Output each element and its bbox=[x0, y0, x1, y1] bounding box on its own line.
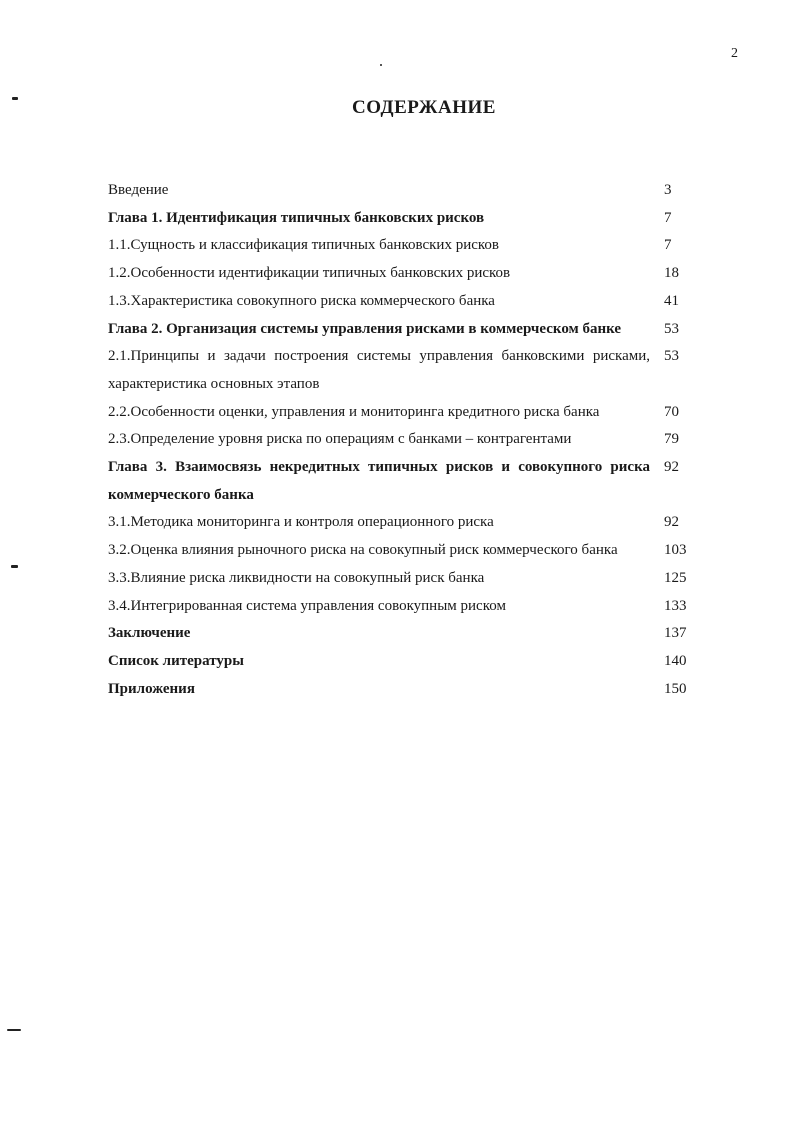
toc-entry-page: 103 bbox=[664, 542, 687, 559]
toc-entry-title: 3.2.Оценка влияния рыночного риска на совокупный риск коммерческого банка bbox=[108, 542, 618, 559]
toc-entry bbox=[108, 648, 688, 676]
toc-entry bbox=[108, 288, 688, 316]
toc-entry bbox=[108, 593, 688, 621]
toc-entry bbox=[108, 343, 688, 398]
toc-entry-title: Глава 2. Организация системы управления рисками в коммерческом банке bbox=[108, 320, 622, 337]
toc-entry-page: 41 bbox=[664, 292, 679, 309]
toc-entry-page: 92 bbox=[664, 514, 679, 531]
toc-entry-title: 2.1.Принципы и задачи построения системы управления банковскими рисками, характеристика основных этапов bbox=[108, 348, 650, 392]
toc-entry-page: 18 bbox=[664, 265, 679, 282]
scan-mark bbox=[7, 1029, 21, 1031]
toc-entry-title: Глава 1. Идентификация типичных банковских рисков bbox=[108, 209, 485, 226]
toc-entry-page: 70 bbox=[664, 403, 679, 420]
toc-entry bbox=[108, 509, 688, 537]
toc-entry bbox=[108, 260, 688, 288]
toc-entry-page: 53 bbox=[664, 348, 679, 365]
toc-entry-page: 7 bbox=[664, 209, 672, 226]
toc-entry-title: Введение bbox=[108, 182, 169, 198]
toc-entry bbox=[108, 399, 688, 427]
toc-entry-page: 137 bbox=[664, 625, 687, 642]
toc-entry bbox=[108, 676, 688, 704]
scan-mark bbox=[11, 565, 18, 568]
toc-entry-title: Глава 3. Взаимосвязь некредитных типичных рисков и совокупного риска коммерческого банка bbox=[108, 459, 650, 503]
toc-entry-page: 140 bbox=[664, 652, 687, 669]
toc-entry bbox=[108, 537, 688, 565]
toc-entry-title: Приложения bbox=[108, 680, 195, 697]
toc-entry-page: 53 bbox=[664, 320, 679, 337]
toc-entry bbox=[108, 565, 688, 593]
toc-entry-title: 3.3.Влияние риска ликвидности на совокупный риск банка bbox=[108, 569, 485, 586]
toc-entry-page: 133 bbox=[664, 597, 687, 614]
toc-entry bbox=[108, 232, 688, 260]
toc-entry-page: 125 bbox=[664, 569, 687, 586]
toc-entry bbox=[108, 205, 688, 233]
toc-entry-title: 1.1.Сущность и классификация типичных банковских рисков bbox=[108, 237, 499, 254]
toc-entry-title: 3.4.Интегрированная система управления совокупным риском bbox=[108, 597, 506, 614]
toc-entry-title: Список литературы bbox=[108, 652, 244, 669]
toc-entry-page: 79 bbox=[664, 431, 679, 448]
toc-entry-page: 92 bbox=[664, 459, 679, 476]
toc-entry-title: 2.2.Особенности оценки, управления и мониторинга кредитного риска банка bbox=[108, 403, 600, 420]
toc-entry-title: 2.3.Определение уровня риска по операциям с банками – контрагентами bbox=[108, 431, 572, 448]
toc-entry bbox=[108, 426, 688, 454]
scan-mark bbox=[380, 64, 382, 66]
table-of-contents bbox=[108, 177, 688, 703]
toc-entry-page: 3 bbox=[664, 182, 672, 198]
toc-entry bbox=[108, 454, 688, 509]
toc-entry-title: 3.1.Методика мониторинга и контроля операционного риска bbox=[108, 514, 494, 531]
toc-entry-page: 7 bbox=[664, 237, 672, 254]
toc-entry bbox=[108, 177, 688, 205]
toc-entry-title: 1.2.Особенности идентификации типичных банковских рисков bbox=[108, 265, 511, 282]
toc-entry-title: Заключение bbox=[108, 625, 191, 642]
toc-entry-page: 150 bbox=[664, 680, 687, 697]
page-number: 2 bbox=[731, 46, 738, 61]
toc-entry bbox=[108, 316, 688, 344]
scan-mark bbox=[12, 97, 18, 100]
toc-entry bbox=[108, 620, 688, 648]
page-title: СОДЕРЖАНИЕ bbox=[352, 97, 496, 118]
toc-entry-title: 1.3.Характеристика совокупного риска коммерческого банка bbox=[108, 292, 495, 309]
